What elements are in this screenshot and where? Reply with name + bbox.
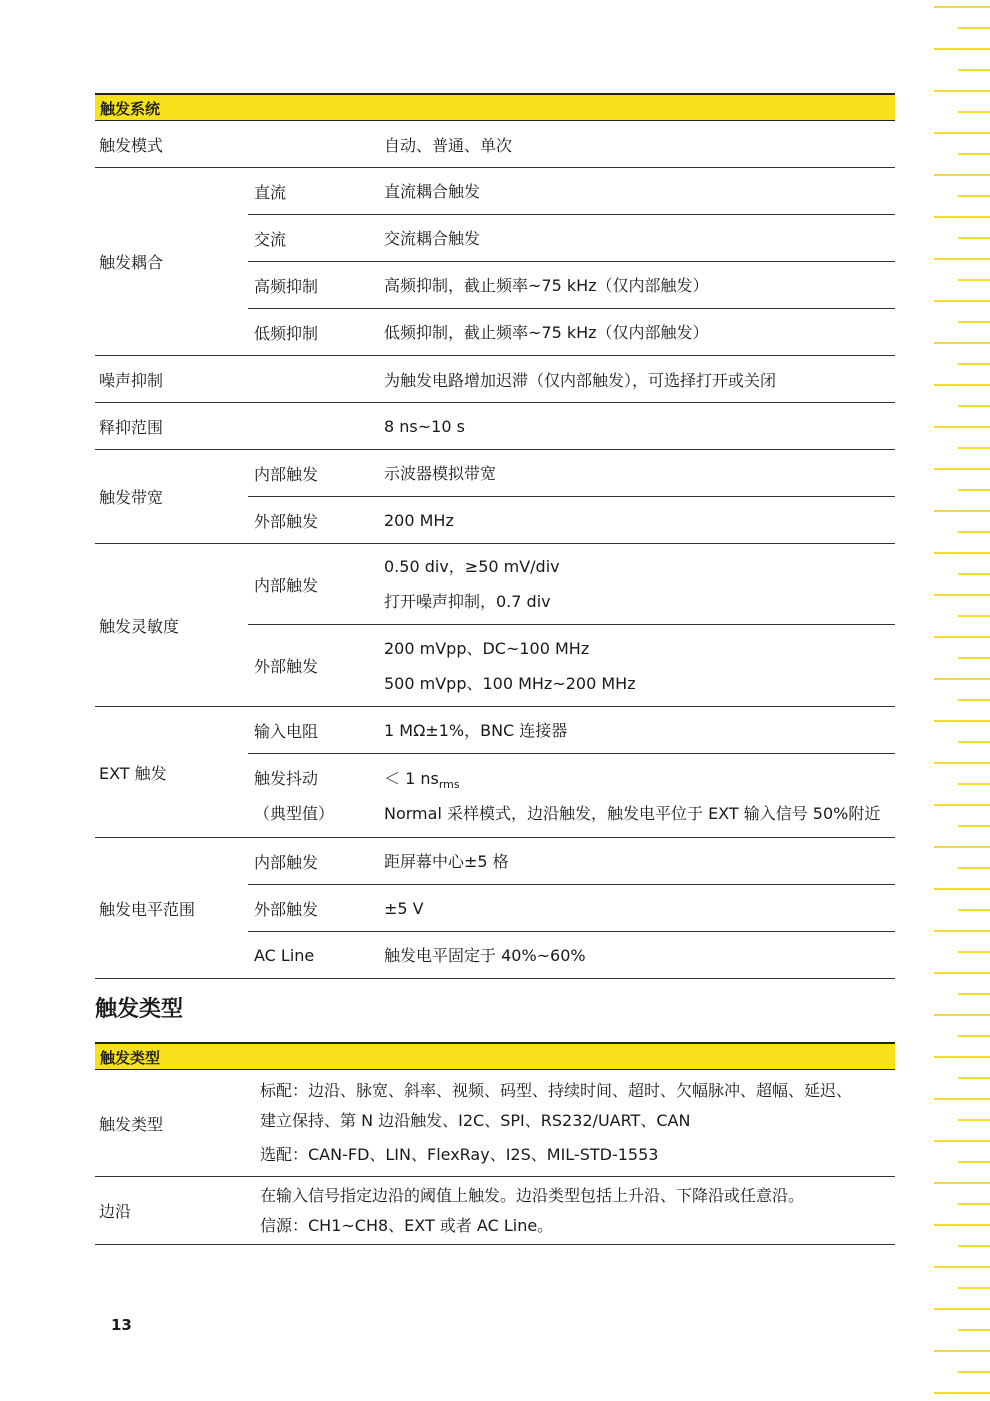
sub-value: 200 MHz [384,510,454,530]
stripe-line [934,1308,990,1310]
stripe-line [958,909,990,911]
stripe-line [934,426,990,428]
sub-label: 外部触发 [254,511,319,531]
sub-value: 示波器模拟带宽 [384,463,497,483]
sub-row [248,450,895,496]
sub-value: ±5 V [384,898,424,918]
stripe-line [934,594,990,596]
row-value: 在输入信号指定边沿的阈值上触发。边沿类型包括上升沿、下降沿或任意沿。 信源：CH1~CH8、EXT 或者 AC Line。 [260,1185,805,1235]
row-label: 触发带宽 [99,488,164,507]
table-row [95,1177,895,1245]
table-row [95,403,895,450]
stripe-line [958,573,990,575]
row-label: 触发模式 [99,135,164,155]
stripe-line [934,90,990,92]
sub-row [248,753,895,837]
row-label: 触发灵敏度 [99,616,180,636]
section-title: 触发类型 [95,997,184,1022]
stripe-line [958,1035,990,1037]
stripe-line [958,993,990,995]
stripe-line [958,69,990,71]
row-label: 触发电平范围 [99,899,196,919]
jitter-unit-subscript: rms [438,777,460,791]
stripe-line [934,720,990,722]
table-row [95,450,895,544]
stripe-line [958,237,990,239]
stripe-line [958,195,990,197]
sub-value: 交流耦合触发 [384,228,481,248]
stripe-line [934,342,990,344]
row-label: 触发耦合 [99,253,164,272]
sub-label: 低频抑制 [254,323,319,343]
stripe-line [958,615,990,617]
sub-label: 外部触发 [254,657,319,676]
stripe-line [934,48,990,50]
stripe-line [934,762,990,764]
stripe-line [934,846,990,848]
sub-row [248,168,895,214]
stripe-line [958,1245,990,1247]
edge-stripes-decoration [934,0,990,1401]
sub-value: 0.50 div，≥50 mV/div 打开噪声抑制，0.7 div [384,557,560,611]
stripe-line [958,447,990,449]
stripe-line [958,1329,990,1331]
stripe-line [958,867,990,869]
sub-label: AC Line [254,945,315,965]
stripe-line [934,1140,990,1142]
stripe-line [958,405,990,407]
sub-row [248,214,895,261]
stripe-line [934,1182,990,1184]
stripe-line [958,657,990,659]
sub-row [248,707,895,753]
stripe-line [958,1371,990,1373]
sub-value: 触发电平固定于 40%~60% [384,945,586,965]
row-label: EXT 触发 [99,763,167,783]
row-value: 标配：边沿、脉宽、斜率、视频、码型、持续时间、超时、欠幅脉冲、超幅、延迟、 建立保持、第 N 边沿触发、I2C、SPI、RS232/UART、CAN 选配：CAN-FD、LIN、FlexRay、I2S、MIL-STD-1553 [260,1081,853,1164]
stripe-line [934,1392,990,1394]
sub-label: 内部触发 [254,852,319,872]
table-row [95,168,895,356]
sub-label: 直流 [254,182,287,202]
stripe-line [934,216,990,218]
stripe-line [958,1287,990,1289]
table-row [95,707,895,838]
trigger-system-table [95,93,895,979]
stripe-line [958,783,990,785]
row-value: 为触发电路增加迟滞（仅内部触发），可选择打开或关闭 [384,370,777,390]
sub-row [248,544,895,624]
stripe-line [934,552,990,554]
stripe-line [958,1077,990,1079]
sub-label: 内部触发 [254,464,319,484]
sub-label: 高频抑制 [254,276,319,296]
stripe-line [934,1266,990,1268]
sub-label: 输入电阻 [254,721,319,741]
stripe-line [934,1350,990,1352]
stripe-line [958,1119,990,1121]
stripe-line [934,1056,990,1058]
sub-value: 低频抑制，截止频率~75 kHz（仅内部触发） [384,322,709,342]
stripe-line [934,258,990,260]
table-row [95,544,895,707]
stripe-line [958,531,990,533]
sub-value: 高频抑制，截止频率~75 kHz（仅内部触发） [384,275,709,295]
stripe-line [934,678,990,680]
stripe-line [958,27,990,29]
table-header: 触发系统 [95,93,895,121]
row-label: 边沿 [99,1202,132,1221]
stripe-line [934,6,990,8]
stripe-line [958,825,990,827]
row-value: 8 ns~10 s [384,416,465,436]
sub-row [248,261,895,308]
trigger-type-table [95,1042,895,1245]
jitter-value: ＜ 1 ns [384,768,439,788]
stripe-line [934,888,990,890]
row-label: 触发类型 [99,1114,164,1134]
table-row [95,838,895,979]
stripe-line [958,111,990,113]
stripe-line [934,930,990,932]
stripe-line [934,174,990,176]
sub-label: 外部触发 [254,899,319,919]
sub-row [248,884,895,931]
stripe-line [958,741,990,743]
table-row [95,121,895,168]
stripe-line [958,1161,990,1163]
stripe-line [934,510,990,512]
stripe-line [934,1224,990,1226]
sub-value: 直流耦合触发 [384,181,481,201]
row-value: 自动、普通、单次 [384,135,513,155]
stripe-line [958,1203,990,1205]
page-number: 13 [111,1316,132,1334]
sub-row [248,931,895,978]
table-row [95,1070,895,1177]
stripe-line [958,321,990,323]
stripe-line [934,300,990,302]
stripe-line [958,363,990,365]
stripe-line [934,384,990,386]
sub-row [248,496,895,543]
sub-label: 内部触发 [254,575,319,595]
stripe-line [934,636,990,638]
stripe-line [958,489,990,491]
stripe-line [958,951,990,953]
stripe-line [958,153,990,155]
sub-row [248,308,895,355]
sub-value: 200 mVpp、DC~100 MHz 500 mVpp、100 MHz~200 MHz [384,638,636,693]
sub-label: 触发抖动 （典型值） [254,768,335,823]
row-label: 释抑范围 [99,417,164,437]
sub-value: ＜ 1 $ns_{rms}$ Normal 采样模式，边沿触发，触发电平位于 EXT 输入信号 50%附近 [384,768,881,823]
stripe-line [934,1098,990,1100]
table-row [95,356,895,403]
table-header: 触发类型 [95,1042,895,1070]
sub-label: 交流 [254,229,287,249]
stripe-line [934,972,990,974]
stripe-line [934,132,990,134]
stripe-line [958,699,990,701]
sub-value: 距屏幕中心±5 格 [384,851,509,871]
stripe-line [934,804,990,806]
stripe-line [934,1014,990,1016]
sub-value: 1 MΩ±1%，BNC 连接器 [384,720,568,740]
stripe-line [934,468,990,470]
row-label: 噪声抑制 [99,370,164,390]
stripe-line [958,279,990,281]
sub-row [248,838,895,884]
sub-row [248,624,895,706]
